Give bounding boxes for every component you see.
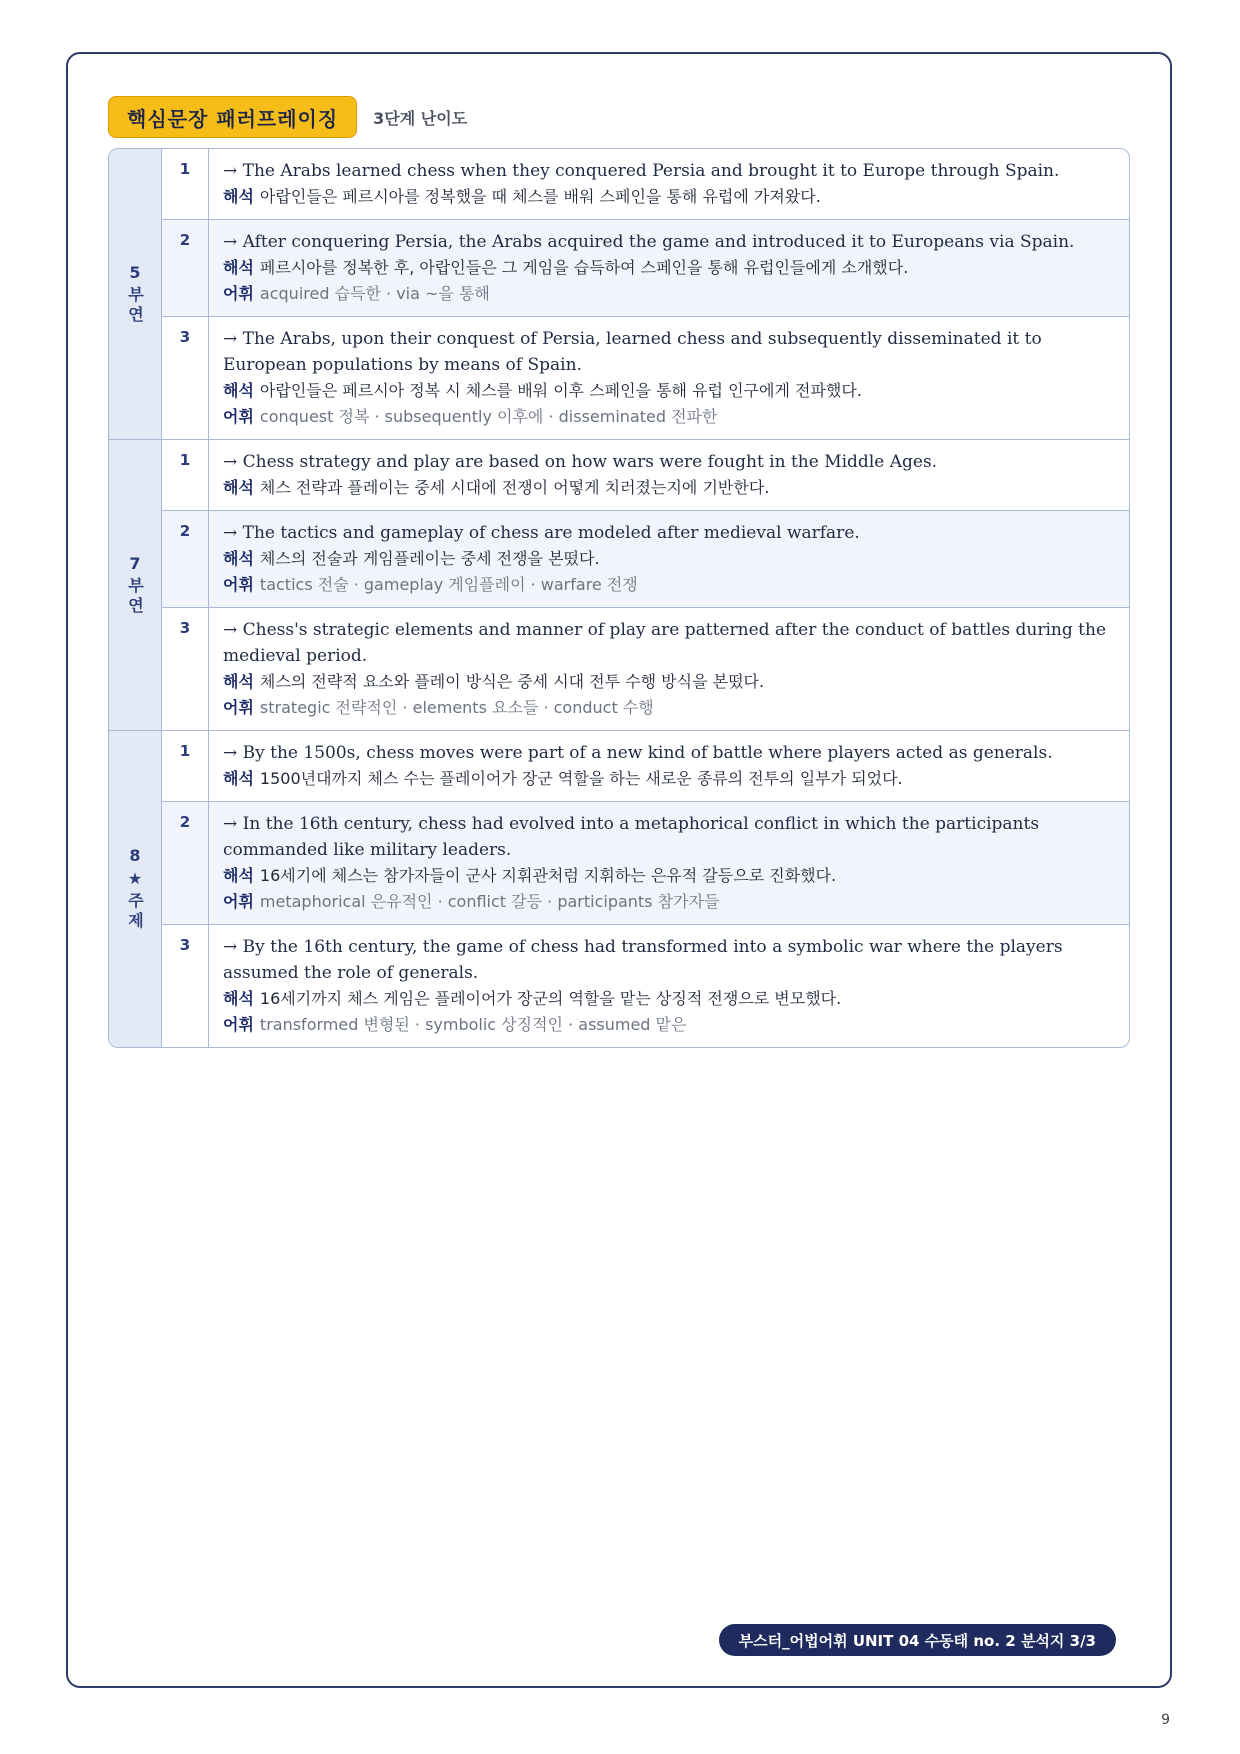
translation-text: 16세기까지 체스 게임은 플레이어가 장군의 역할을 맡는 상징적 전쟁으로 변모했다.	[259, 989, 842, 1008]
translation-tag: 해석	[223, 381, 254, 400]
vocab-text: acquired 습득한 · via ~을 통해	[259, 284, 490, 303]
translation-text: 아랍인들은 페르시아를 정복했을 때 체스를 배워 스페인을 통해 유럽에 가져왔다.	[259, 187, 821, 206]
sentence-row	[162, 731, 1129, 801]
section-title-badge: 핵심문장 패러프레이징	[108, 96, 357, 138]
vocabulary-line	[223, 281, 1115, 307]
korean-translation	[223, 475, 1115, 501]
paragraph-label-text: 8★주제	[125, 846, 145, 932]
paragraph-label	[109, 440, 162, 730]
sentence-content	[209, 149, 1129, 219]
paraphrase-table	[108, 148, 1130, 1048]
sentence-content	[209, 511, 1129, 607]
vocabulary-line	[223, 572, 1115, 598]
korean-translation	[223, 184, 1115, 210]
sentence-content	[209, 925, 1129, 1047]
sentence-number: 3	[162, 925, 209, 1047]
paragraph-group	[109, 149, 1129, 439]
vocabulary-line	[223, 695, 1115, 721]
vocabulary-line	[223, 1012, 1115, 1038]
sentence-row	[162, 316, 1129, 439]
korean-translation	[223, 863, 1115, 889]
translation-tag: 해석	[223, 187, 254, 206]
vocab-tag: 어휘	[223, 407, 254, 426]
sentence-content	[209, 440, 1129, 510]
sentence-row	[162, 510, 1129, 607]
translation-text: 체스의 전술과 게임플레이는 중세 전쟁을 본떴다.	[259, 549, 600, 568]
sentence-number: 1	[162, 149, 209, 219]
sentence-row	[162, 149, 1129, 219]
vocab-text: metaphorical 은유적인 · conflict 갈등 · participants 참가자들	[259, 892, 720, 911]
english-paraphrase: → Chess's strategic elements and manner of play are patterned after the conduct of battles during the medieval period.	[223, 620, 1107, 666]
translation-tag: 해석	[223, 866, 254, 885]
translation-text: 페르시아를 정복한 후, 아랍인들은 그 게임을 습득하여 스페인을 통해 유럽인들에게 소개했다.	[259, 258, 909, 277]
korean-translation	[223, 378, 1115, 404]
vocab-tag: 어휘	[223, 698, 254, 717]
english-paraphrase: → Chess strategy and play are based on how wars were fought in the Middle Ages.	[223, 452, 938, 472]
english-paraphrase: → The Arabs, upon their conquest of Persia, learned chess and subsequently disseminated it to European populations by means of Spain.	[223, 329, 1042, 375]
sentence-content	[209, 802, 1129, 924]
page-number: 9	[1161, 1712, 1170, 1728]
korean-translation	[223, 766, 1115, 792]
translation-text: 1500년대까지 체스 수는 플레이어가 장군 역할을 하는 새로운 종류의 전투의 일부가 되었다.	[259, 769, 903, 788]
korean-translation	[223, 255, 1115, 281]
sentence-row	[162, 924, 1129, 1047]
vocabulary-line	[223, 404, 1115, 430]
translation-text: 체스 전략과 플레이는 중세 시대에 전쟁이 어떻게 치러졌는지에 기반한다.	[259, 478, 770, 497]
translation-tag: 해석	[223, 672, 254, 691]
paragraph-label-text: 5부연	[125, 262, 145, 326]
sentence-number: 3	[162, 608, 209, 730]
sentence-number: 2	[162, 511, 209, 607]
vocab-tag: 어휘	[223, 575, 254, 594]
korean-translation	[223, 546, 1115, 572]
sentence-number: 2	[162, 220, 209, 316]
translation-tag: 해석	[223, 769, 254, 788]
sentence-number: 2	[162, 802, 209, 924]
vocab-tag: 어휘	[223, 284, 254, 303]
sentence-content	[209, 220, 1129, 316]
paragraph-label	[109, 731, 162, 1047]
english-paraphrase: → The tactics and gameplay of chess are modeled after medieval warfare.	[223, 523, 860, 543]
translation-tag: 해석	[223, 478, 254, 497]
section-header	[108, 96, 467, 138]
vocab-tag: 어휘	[223, 892, 254, 911]
vocab-text: transformed 변형된 · symbolic 상징적인 · assumed 맡은	[259, 1015, 687, 1034]
vocabulary-line	[223, 889, 1115, 915]
translation-tag: 해석	[223, 989, 254, 1008]
english-paraphrase: → By the 16th century, the game of chess had transformed into a symbolic war where the players assumed the role of generals.	[223, 937, 1063, 983]
sentence-row	[162, 440, 1129, 510]
sentence-row	[162, 801, 1129, 924]
vocab-text: tactics 전술 · gameplay 게임플레이 · warfare 전쟁	[259, 575, 638, 594]
sentence-content	[209, 608, 1129, 730]
english-paraphrase: → By the 1500s, chess moves were part of a new kind of battle where players acted as generals.	[223, 743, 1053, 763]
sentence-number: 1	[162, 731, 209, 801]
paragraph-label	[109, 149, 162, 439]
sentence-number: 1	[162, 440, 209, 510]
translation-text: 16세기에 체스는 참가자들이 군사 지휘관처럼 지휘하는 은유적 갈등으로 진화했다.	[259, 866, 837, 885]
paragraph-label-text: 7부연	[125, 553, 145, 617]
paragraph-group	[109, 439, 1129, 730]
vocab-tag: 어휘	[223, 1015, 254, 1034]
vocab-text: strategic 전략적인 · elements 요소들 · conduct 수행	[259, 698, 654, 717]
korean-translation	[223, 669, 1115, 695]
translation-tag: 해석	[223, 258, 254, 277]
vocab-text: conquest 정복 · subsequently 이후에 · disseminated 전파한	[259, 407, 718, 426]
english-paraphrase: → In the 16th century, chess had evolved into a metaphorical conflict in which the participants commanded like military leaders.	[223, 814, 1040, 860]
sentence-number: 3	[162, 317, 209, 439]
sentence-content	[209, 317, 1129, 439]
difficulty-level: 3단계 난이도	[373, 108, 468, 128]
sentence-content	[209, 731, 1129, 801]
paragraph-group	[109, 730, 1129, 1047]
korean-translation	[223, 986, 1115, 1012]
english-paraphrase: → After conquering Persia, the Arabs acquired the game and introduced it to Europeans via Spain.	[223, 232, 1075, 252]
sentence-row	[162, 219, 1129, 316]
translation-text: 아랍인들은 페르시아 정복 시 체스를 배워 이후 스페인을 통해 유럽 인구에게 전파했다.	[259, 381, 862, 400]
footer-unit-badge: 부스터_어법어휘 UNIT 04 수동태 no. 2 분석지 3/3	[719, 1624, 1116, 1656]
english-paraphrase: → The Arabs learned chess when they conquered Persia and brought it to Europe through Spain.	[223, 161, 1060, 181]
sentence-row	[162, 607, 1129, 730]
translation-text: 체스의 전략적 요소와 플레이 방식은 중세 시대 전투 수행 방식을 본떴다.	[259, 672, 765, 691]
translation-tag: 해석	[223, 549, 254, 568]
